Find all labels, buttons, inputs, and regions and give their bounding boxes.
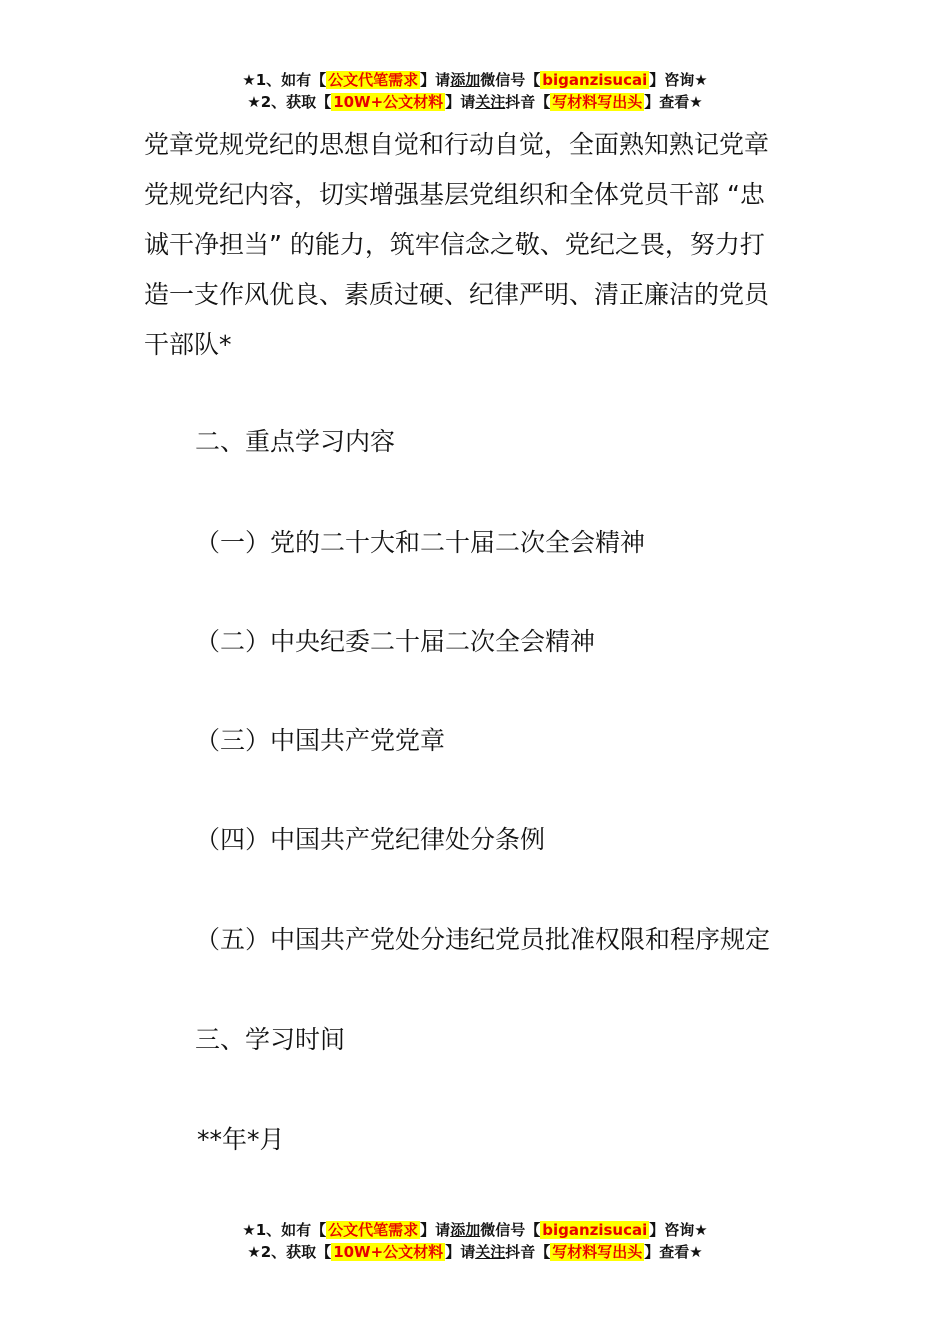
- banner-text: 】请: [445, 1243, 476, 1261]
- banner-line-1: [0, 69, 950, 91]
- banner-line-2: [0, 1241, 950, 1263]
- banner-highlight: 10W+公文材料: [333, 93, 444, 111]
- banner-text: 】查看★: [644, 93, 703, 111]
- banner-text: 】咨询★: [649, 1221, 708, 1239]
- banner-highlight: 10W+公文材料: [333, 1243, 444, 1261]
- list-item: （一）党的二十大和二十届二次全会精神: [195, 528, 646, 557]
- paragraph-line: 党规党纪内容，切实增强基层党组织和全体党员干部 “忠: [144, 180, 765, 209]
- list-item: （五）中国共产党处分违纪党员批准权限和程序规定: [195, 925, 771, 954]
- paragraph-line: 党章党规党纪的思想自觉和行动自觉，全面熟知熟记党章: [144, 130, 770, 159]
- banner-text: ★2、获取【: [247, 93, 332, 111]
- banner-highlight: 公文代笔需求: [328, 1221, 419, 1239]
- banner-text: 微信号【: [480, 1221, 541, 1239]
- banner-line-2: [0, 91, 950, 113]
- banner-highlight: 写材料写出头: [552, 1243, 643, 1261]
- banner-emphasis: 添加: [450, 1221, 481, 1239]
- list-item: （二）中央纪委二十届二次全会精神: [195, 627, 596, 656]
- study-date: **年*月: [197, 1125, 285, 1154]
- banner-text: 抖音【: [505, 1243, 551, 1261]
- banner-text: ★1、如有【: [242, 71, 327, 89]
- banner-text: 】查看★: [644, 1243, 703, 1261]
- banner-text: ★2、获取【: [247, 1243, 332, 1261]
- banner-highlight: biganzisucai: [542, 1221, 648, 1239]
- banner-text: 】请: [420, 1221, 451, 1239]
- paragraph-line: 诚干净担当” 的能力，筑牢信念之敬、党纪之畏，努力打: [144, 230, 765, 259]
- section-heading-2: 二、重点学习内容: [195, 427, 396, 456]
- header-banner: [0, 69, 950, 113]
- banner-emphasis: 关注: [475, 1243, 506, 1261]
- banner-text: ★1、如有【: [242, 1221, 327, 1239]
- banner-highlight: biganzisucai: [542, 71, 648, 89]
- banner-line-1: [0, 1219, 950, 1241]
- paragraph-line: 造一支作风优良、素质过硬、纪律严明、清正廉洁的党员: [144, 280, 770, 309]
- list-item: （四）中国共产党纪律处分条例: [195, 825, 546, 854]
- section-heading-3: 三、学习时间: [195, 1025, 346, 1054]
- banner-highlight: 公文代笔需求: [328, 71, 419, 89]
- footer-banner: [0, 1219, 950, 1263]
- banner-highlight: 写材料写出头: [552, 93, 643, 111]
- list-item: （三）中国共产党党章: [195, 726, 446, 755]
- banner-text: 】请: [420, 71, 451, 89]
- banner-emphasis: 添加: [450, 71, 481, 89]
- banner-text: 】咨询★: [649, 71, 708, 89]
- banner-text: 微信号【: [480, 71, 541, 89]
- banner-emphasis: 关注: [475, 93, 506, 111]
- body-paragraph: [144, 120, 806, 370]
- paragraph-line: 干部队*: [144, 330, 232, 359]
- banner-text: 抖音【: [505, 93, 551, 111]
- banner-text: 】请: [445, 93, 476, 111]
